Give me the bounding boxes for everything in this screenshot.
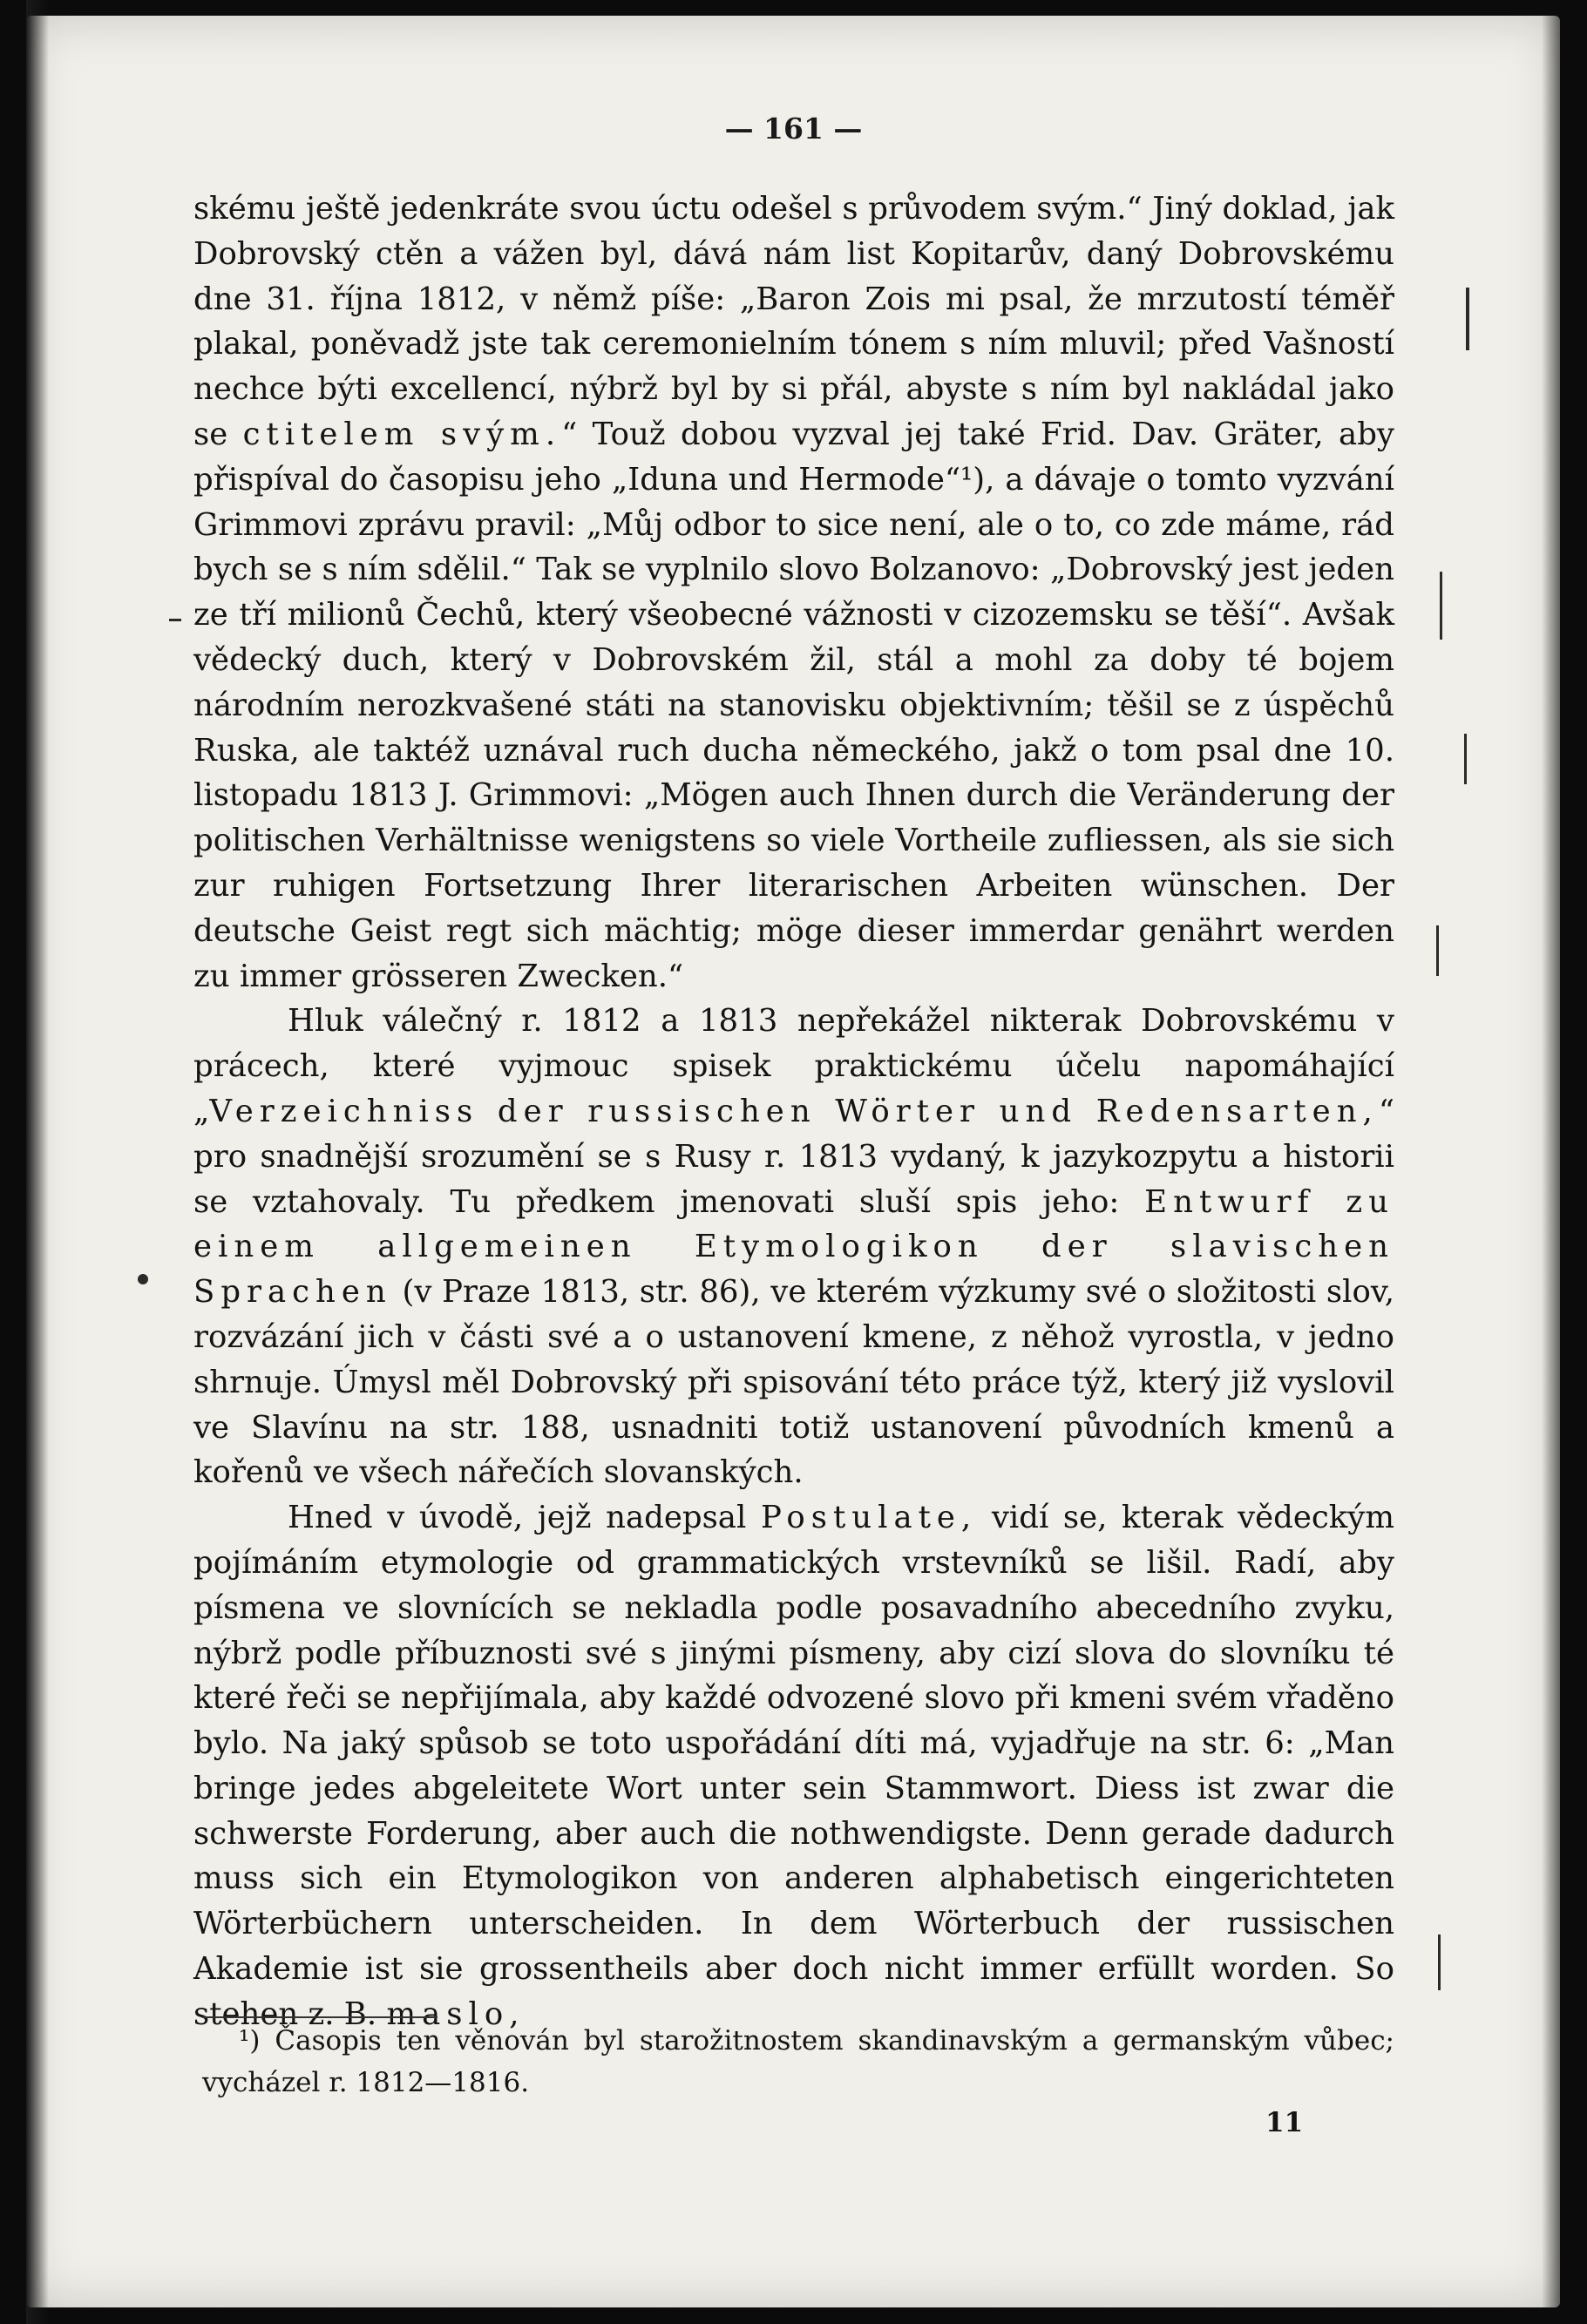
spaced-emphasis: Postulate, [760,1500,978,1536]
spaced-emphasis: Entwurf zu einem allgemeinen Etymologikon der slavischen Sprachen [193,1183,1394,1311]
text-run: “ pro snadnější srozumění se s Rusy r. 1813 vydaný, k jazykozpytu a historii se vztahovaly. Tu předkem jmenovati sluší spis jeho: [193,1093,1394,1220]
running-head: — 161 — [724,112,863,146]
scan-edge-left [26,0,49,2324]
paragraph [193,999,1394,1495]
footnote-text: ¹) Časopis ten věnován byl starožitnostem skandinavským a germanským vůbec; vycházel r. 1812—1816. [202,2025,1394,2098]
scan-mark [1438,1934,1441,1990]
scan-mark [1440,572,1442,640]
scan-mark [1464,734,1467,784]
footnote-rule [202,2016,437,2018]
text-run: Hned v úvodě, jejž nadepsal [288,1500,761,1536]
signature-mark: 11 [1265,2107,1304,2138]
text-run: “ Touž dobou vyzval jej také Frid. Dav. Gräter, aby přispíval do časopisu jeho „Iduna und Hermode“¹), a dávaje o tomto vyzvání Grimmovi zprávu pravil: „Můj odbor to sice není, ale o to, co zde máme, rád bych se s ním sdělil.“ Tak se vyplnilo slovo Bolzanovo: „Dobrovský jest jeden ze tří milionů Čechů, který všeobecné vážnosti v cizozemsku se těší“. Avšak vědecký duch, který v Dobrovském žil, stál a mohl za doby té bojem národním nerozkvašené státi na stanovisku objektivním; těšil se z úspěchů Ruska, ale taktéž uznával ruch ducha německého, jakž o tom psal dne 10. listopadu 1813 J. Grimmovi: „Mögen auch Ihnen durch die Veränderung der politischen Verhältnisse wenigstens so viele Vortheile zufliessen, als sie sich zur ruhigen Fortsetzung Ihrer literarischen Arbeiten wünschen. Der deutsche Geist regt sich mächtig; möge dieser immerdar genährt werden zu immer grösseren Zwecken.“ [193,416,1394,994]
scan-mark [1466,288,1469,350]
body-text [193,186,1394,2037]
paragraph [193,186,1394,999]
scan-mark [1436,925,1439,976]
text-run: (v Praze 1813, str. 86), ve kterém výzkumy své o složitosti slov, rozvázání jich v části své a o ustanovení kmene, z něhož vyrostla, v jedno shrnuje. Úmysl měl Dobrovský při spisování této práce týž, který již vyslovil ve Slavínu na str. 188, usnadniti totiž ustanovení původních kmenů a kořenů ve všech nářečích slovanských. [193,1274,1394,1491]
scan-edge-right [1542,0,1587,2324]
spaced-emphasis: Verzeichniss der russischen Wörter und Redensarten, [209,1093,1379,1129]
text-run: Hluk válečný r. 1812 a 1813 nepřekážel nikterak Dobrovskému v prácech, které vyjmouc spisek praktickému účelu napomáhající „ [193,1003,1394,1129]
spaced-emphasis: ctitelem svým. [242,416,562,452]
footnote [202,2020,1394,2104]
scan-mark [138,1274,148,1284]
paragraph [193,1495,1394,2037]
text-run: skému ještě jedenkráte svou úctu odešel s průvodem svým.“ Jiný doklad, jak Dobrovský ctěn a vážen byl, dává nám list Kopitarův, daný Dobrovskému dne 31. října 1812, v němž píše: „Baron Zois mi psal, že mrzutostí téměř plakal, poněvadž jste tak ceremonielním tónem s ním mluvil; před Vašností nechce býti excellencí, nýbrž byl by si přál, abyste s ním byl nakládal jako se [193,191,1394,452]
text-run: vidí se, kterak vědeckým pojímáním etymologie od grammatických vrstevníků se lišil. Radí, aby písmena ve slovnících se nekladla podle posavadního abecedního zvyku, nýbrž podle příbuznosti své s jinými písmeny, aby cizí slova do slovníku té které řeči se nepřijímala, aby každé odvozené slovo při kmeni svém vřaděno bylo. Na jaký spůsob se toto uspořádání díti má, vyjadřuje na str. 6: „Man bringe jedes abgeleitete Wort unter sein Stammwort. Diess ist zwar die schwerste Forderung, aber auch die nothwendigste. Denn gerade dadurch muss sich ein Etymologikon von anderen alphabetisch eingerichteten Wörterbüchern unterscheiden. In dem Wörterbuch der russischen Akademie ist sie grossentheils aber doch nicht immer erfüllt worden. So stehen z. B. [193,1500,1395,2032]
scan-mark [169,619,181,621]
spaced-emphasis: maslo, [386,1995,526,2032]
